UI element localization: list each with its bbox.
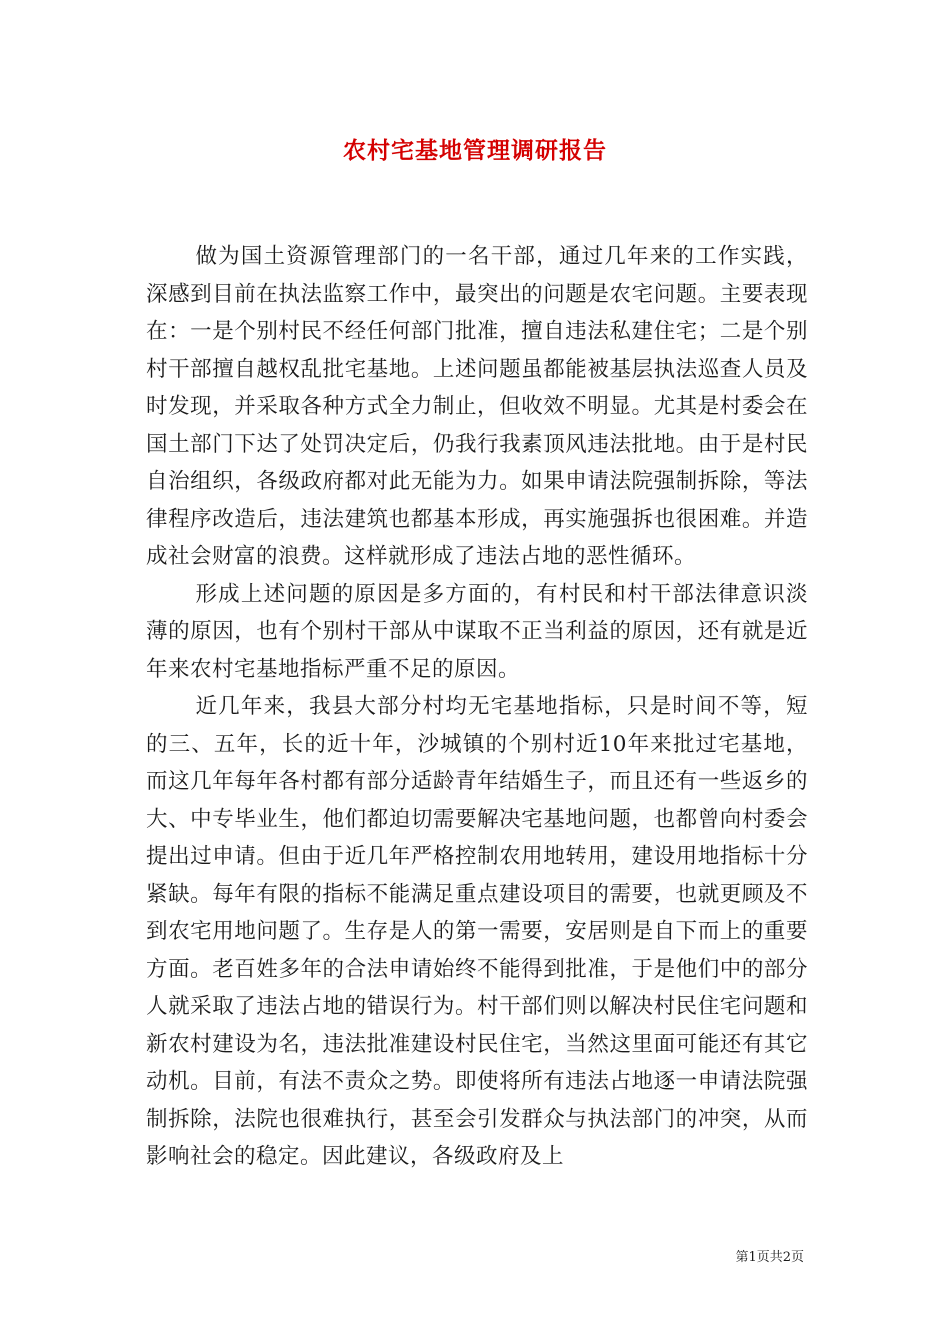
document-body xyxy=(146,238,808,1176)
paragraph-1: 做为国土资源管理部门的一名干部，通过几年来的工作实践，深感到目前在执法监察工作中，最突出的问题是农宅问题。主要表现在：一是个别村民不经任何部门批准，擅自违法私建住宅；二是个别村干部擅自越权乱批宅基地。上述问题虽都能被基层执法巡查人员及时发现，并采取各种方式全力制止，但收效不明显。尤其是村委会在国土部门下达了处罚决定后，仍我行我素顶风违法批地。由于是村民自治组织，各级政府都对此无能为力。如果申请法院强制拆除，等法律程序改造后，违法建筑也都基本形成，再实施强拆也很困难。并造成社会财富的浪费。这样就形成了违法占地的恶性循环。 xyxy=(146,244,808,569)
document-title: 农村宅基地管理调研报告 xyxy=(343,137,607,164)
page-number: 第1页共2页 xyxy=(735,1250,804,1265)
paragraph-2: 形成上述问题的原因是多方面的，有村民和村干部法律意识淡薄的原因，也有个别村干部从中谋取不正当利益的原因，还有就是近年来农村宅基地指标严重不足的原因。 xyxy=(146,581,808,682)
paragraph-3: 近几年来，我县大部分村均无宅基地指标，只是时间不等，短的三、五年，长的近十年，沙城镇的个别村近10年来批过宅基地，而这几年每年各村都有部分适龄青年结婚生子，而且还有一些返乡的大、中专毕业生，他们都迫切需要解决宅基地问题，也都曾向村委会提出过申请。但由于近几年严格控制农用地转用，建设用地指标十分紧缺。每年有限的指标不能满足重点建设项目的需要，也就更顾及不到农宅用地问题了。生存是人的第一需要，安居则是自下而上的重要方面。老百姓多年的合法申请始终不能得到批准，于是他们中的部分人就采取了违法占地的错误行为。村干部们则以解决村民住宅问题和新农村建设为名，违法批准建设村民住宅，当然这里面可能还有其它动机。目前，有法不责众之势。即使将所有违法占地逐一申请法院强制拆除，法院也很难执行，甚至会引发群众与执法部门的冲突，从而影响社会的稳定。因此建议，各级政府及上 xyxy=(146,694,808,1169)
